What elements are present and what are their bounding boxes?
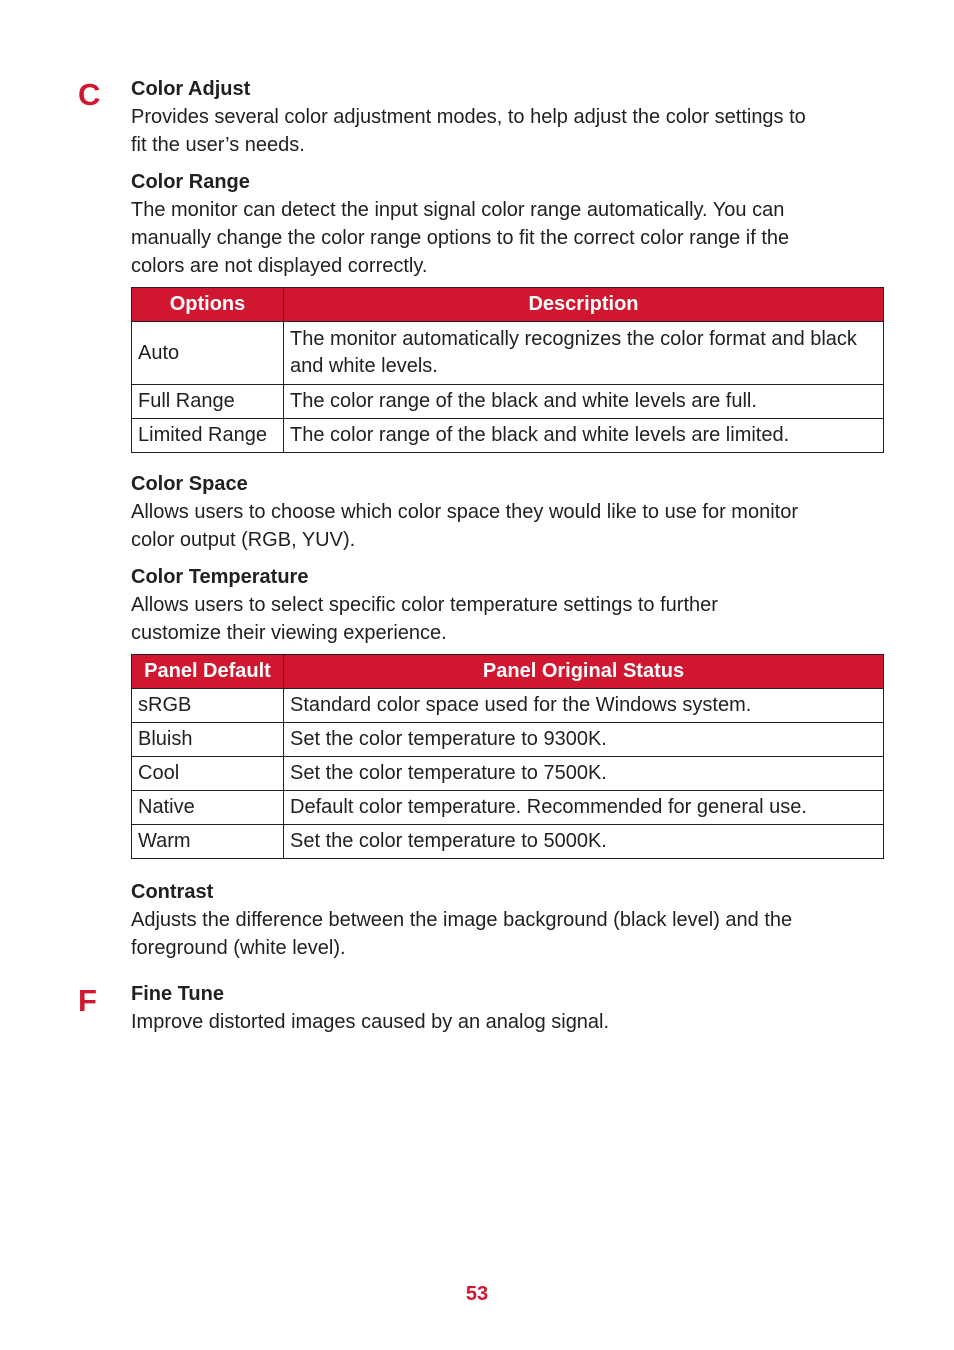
color-range-table	[131, 287, 884, 453]
section-letter-f: F	[78, 983, 97, 1018]
table-cell: Standard color space used for the Windows system.	[284, 689, 884, 723]
table-row	[132, 757, 884, 791]
contrast-line-2: foreground (white level).	[131, 937, 346, 959]
table-cell: Set the color temperature to 7500K.	[284, 757, 884, 791]
table-cell: Warm	[132, 825, 284, 859]
table-cell: Full Range	[132, 385, 284, 419]
table-row	[132, 385, 884, 419]
color-range-line-1: The monitor can detect the input signal color range automatically. You can	[131, 199, 785, 221]
color-space-section	[131, 470, 886, 554]
table-header-row	[132, 655, 884, 689]
table-header: Panel Default	[132, 655, 284, 689]
contrast-line-1: Adjusts the difference between the image background (black level) and the	[131, 909, 793, 931]
color-adjust-line-2: fit the user’s needs.	[131, 134, 305, 156]
color-temperature-section	[131, 563, 886, 647]
table-row	[132, 791, 884, 825]
table-row	[132, 322, 884, 385]
table-cell: sRGB	[132, 689, 284, 723]
color-temperature-table-wrap	[131, 654, 886, 859]
color-range-title: Color Range	[131, 171, 250, 193]
color-range-line-2: manually change the color range options to fit the correct color range if the	[131, 227, 790, 249]
contrast-title: Contrast	[131, 881, 214, 903]
color-space-line-1: Allows users to choose which color space they would like to use for monitor	[131, 501, 798, 523]
table-cell: The color range of the black and white levels are limited.	[284, 419, 884, 453]
color-temperature-title: Color Temperature	[131, 566, 309, 588]
fine-tune-line-1: Improve distorted images caused by an analog signal.	[131, 1011, 610, 1033]
color-adjust-section	[131, 75, 886, 159]
color-range-table-wrap	[131, 287, 886, 453]
color-range-section	[131, 168, 886, 280]
fine-tune-title: Fine Tune	[131, 983, 224, 1005]
color-temperature-table	[131, 654, 884, 859]
section-letter-c: C	[78, 77, 101, 112]
table-cell: Native	[132, 791, 284, 825]
color-range-line-3: colors are not displayed correctly.	[131, 255, 428, 277]
table-cell: Cool	[132, 757, 284, 791]
color-temperature-line-2: customize their viewing experience.	[131, 622, 447, 644]
table-cell: Limited Range	[132, 419, 284, 453]
table-row	[132, 825, 884, 859]
table-header: Description	[284, 288, 884, 322]
table-cell: The color range of the black and white levels are full.	[284, 385, 884, 419]
table-row	[132, 723, 884, 757]
table-cell: Bluish	[132, 723, 284, 757]
color-temperature-line-1: Allows users to select specific color temperature settings to further	[131, 594, 718, 616]
table-row	[132, 419, 884, 453]
table-cell: Set the color temperature to 9300K.	[284, 723, 884, 757]
table-header: Panel Original Status	[284, 655, 884, 689]
page-number: 53	[465, 1283, 489, 1305]
color-adjust-title: Color Adjust	[131, 78, 251, 100]
contrast-section	[131, 878, 886, 962]
table-cell: Auto	[132, 322, 284, 385]
table-cell: The monitor automatically recognizes the color format and black and white levels.	[284, 322, 884, 385]
table-row	[132, 689, 884, 723]
color-adjust-line-1: Provides several color adjustment modes, to help adjust the color settings to	[131, 106, 806, 128]
table-header-row	[132, 288, 884, 322]
fine-tune-section	[131, 980, 886, 1036]
color-space-title: Color Space	[131, 473, 248, 495]
color-space-line-2: color output (RGB, YUV).	[131, 529, 356, 551]
table-cell: Default color temperature. Recommended for general use.	[284, 791, 884, 825]
table-cell: Set the color temperature to 5000K.	[284, 825, 884, 859]
table-header: Options	[132, 288, 284, 322]
